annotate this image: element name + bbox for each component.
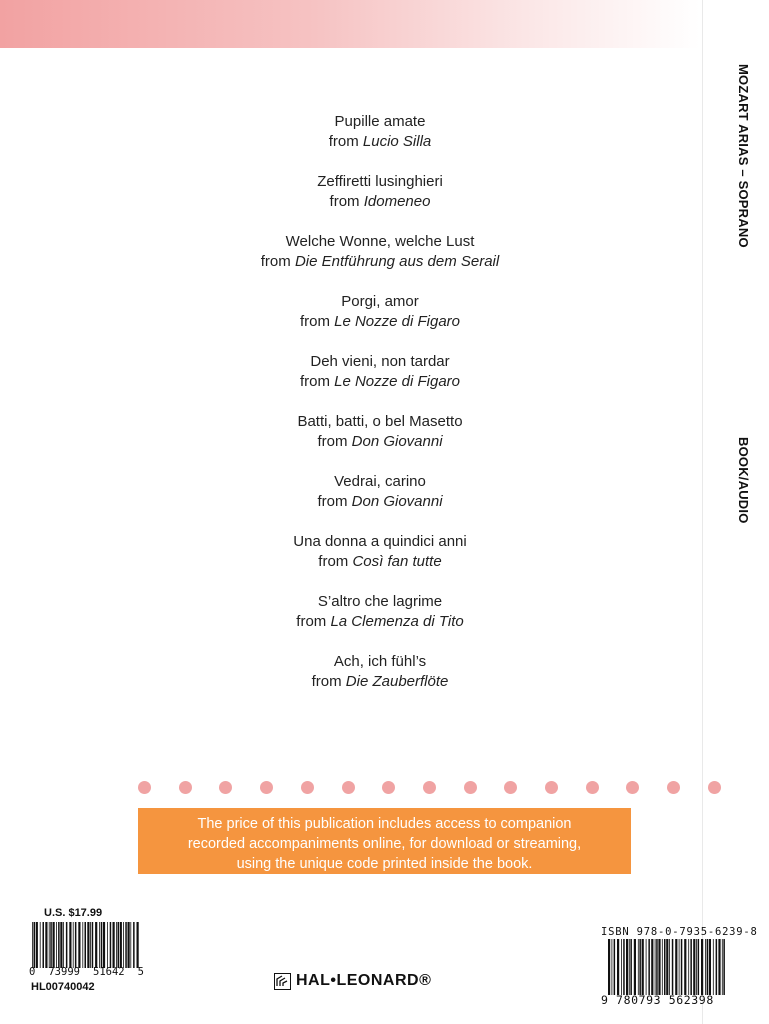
barcode-bar xyxy=(85,922,87,968)
barcode-bar xyxy=(123,922,124,968)
publisher-name: HAL•LEONARD® xyxy=(296,972,432,989)
from-word: from xyxy=(329,193,360,210)
pink-dot-icon xyxy=(667,781,680,794)
price-label: U.S. $17.99 xyxy=(44,907,103,919)
barcode-bar xyxy=(672,939,674,995)
notice-line: The price of this publication includes access to companion xyxy=(197,816,572,832)
opera-title: Lucio Silla xyxy=(362,133,432,150)
aria-item xyxy=(60,292,700,352)
opera-title: La Clemenza di Tito xyxy=(330,613,464,630)
barcode-bar xyxy=(58,922,60,968)
barcode-bar xyxy=(32,922,33,968)
barcode-bar xyxy=(614,939,616,995)
barcode-bar xyxy=(651,939,653,995)
barcode-bar xyxy=(722,939,723,995)
pink-dot-icon xyxy=(138,781,151,794)
barcode-bar xyxy=(82,922,83,968)
aria-item xyxy=(60,112,700,172)
aria-title: Batti, batti, o bel Masetto xyxy=(297,413,463,430)
pink-dot-icon xyxy=(626,781,639,794)
barcode-bar xyxy=(87,922,89,968)
pink-dot-icon xyxy=(342,781,355,794)
aria-title: Deh vieni, non tardar xyxy=(310,353,450,370)
barcode-bar xyxy=(626,939,628,995)
pink-dot-icon xyxy=(464,781,477,794)
aria-source xyxy=(60,132,700,152)
companion-audio-notice xyxy=(138,808,631,874)
barcode-bar xyxy=(43,922,45,968)
barcode-bar xyxy=(101,922,103,968)
barcode-bar xyxy=(621,939,622,995)
barcode-bar xyxy=(95,922,97,968)
aria-source xyxy=(60,552,700,572)
barcode-bar xyxy=(50,922,52,968)
from-word: from xyxy=(318,553,349,570)
barcode-bar xyxy=(630,939,632,995)
barcode-bar xyxy=(63,922,64,968)
aria-title: Zeffiretti lusinghieri xyxy=(317,173,443,190)
barcode-bar xyxy=(103,922,105,968)
aria-source xyxy=(60,432,700,452)
spine-title: MOZART ARIAS – SOPRANO xyxy=(736,64,751,248)
aria-title: Pupille amate xyxy=(334,113,426,130)
barcode-bar xyxy=(701,939,703,995)
barcode-bar xyxy=(130,922,131,968)
aria-source xyxy=(60,672,700,692)
barcode-bar xyxy=(137,922,139,968)
barcode-bar xyxy=(116,922,117,968)
aria-source xyxy=(60,312,700,332)
aria-source xyxy=(60,492,700,512)
barcode-bar xyxy=(646,939,647,995)
barcode-bar xyxy=(707,939,709,995)
pink-dot-icon xyxy=(260,781,273,794)
publisher-logo xyxy=(274,972,431,990)
ean-barcode xyxy=(608,939,726,995)
from-word: from xyxy=(311,673,342,690)
aria-item xyxy=(60,592,700,652)
barcode-bar xyxy=(113,922,115,968)
barcode-bar xyxy=(693,939,695,995)
barcode-bar xyxy=(56,922,57,968)
from-word: from xyxy=(299,373,330,390)
barcode-bar xyxy=(658,939,660,995)
barcode-bar xyxy=(75,922,77,968)
barcode-bar xyxy=(679,939,680,995)
aria-source xyxy=(60,192,700,212)
barcode-bar xyxy=(675,939,677,995)
from-word: from xyxy=(299,313,330,330)
opera-title: Le Nozze di Figaro xyxy=(334,373,461,390)
upc-digits xyxy=(29,966,144,978)
aria-list xyxy=(60,112,700,712)
barcode-bar xyxy=(623,939,625,995)
barcode-bar xyxy=(90,922,91,968)
barcode-bar xyxy=(634,939,636,995)
barcode-bar xyxy=(133,922,135,968)
barcode-bar xyxy=(723,939,725,995)
barcode-bar xyxy=(642,939,644,995)
barcode-bar xyxy=(696,939,697,995)
aria-title: S’altro che lagrime xyxy=(317,593,443,610)
from-word: from xyxy=(296,613,327,630)
pink-dot-icon xyxy=(504,781,517,794)
pink-dot-icon xyxy=(382,781,395,794)
opera-title: Idomeneo xyxy=(363,193,431,210)
opera-title: Don Giovanni xyxy=(351,433,443,450)
barcode-bar xyxy=(664,939,666,995)
barcode-bar xyxy=(662,939,663,995)
aria-source xyxy=(60,372,700,392)
header-color-band xyxy=(0,0,700,48)
from-word: from xyxy=(260,253,291,270)
pink-dot-icon xyxy=(219,781,232,794)
barcode-bar xyxy=(36,922,38,968)
barcode-bar xyxy=(125,922,127,968)
aria-item xyxy=(60,532,700,592)
barcode-bar xyxy=(648,939,650,995)
barcode-bar xyxy=(656,939,658,995)
aria-title: Ach, ich fühl’s xyxy=(333,653,427,670)
item-code: HL00740042 xyxy=(31,981,95,993)
decorative-dot-row xyxy=(138,781,758,797)
from-word: from xyxy=(317,493,348,510)
opera-title: Die Zauberflöte xyxy=(345,673,449,690)
barcode-bar xyxy=(73,922,74,968)
barcode-bar xyxy=(713,939,714,995)
barcode-bar xyxy=(110,922,112,968)
barcode-bar xyxy=(718,939,720,995)
aria-item xyxy=(60,472,700,532)
upc-digit-group: 73999 xyxy=(48,966,80,978)
barcode-bar xyxy=(40,922,41,968)
aria-item xyxy=(60,232,700,292)
pink-dot-icon xyxy=(545,781,558,794)
opera-title: Così fan tutte xyxy=(352,553,442,570)
pink-dot-icon xyxy=(179,781,192,794)
aria-item xyxy=(60,352,700,412)
aria-item xyxy=(60,412,700,472)
from-word: from xyxy=(317,433,348,450)
upc-digit-group: 5 xyxy=(137,966,144,978)
barcode-bar xyxy=(53,922,55,968)
hal-leonard-logo-icon xyxy=(274,973,291,990)
barcode-bar xyxy=(78,922,80,968)
barcode-bar xyxy=(666,939,668,995)
opera-title: Don Giovanni xyxy=(351,493,443,510)
aria-item xyxy=(60,172,700,232)
barcode-bar xyxy=(45,922,47,968)
aria-source xyxy=(60,252,700,272)
aria-item xyxy=(60,652,700,712)
barcode-bar xyxy=(128,922,130,968)
aria-title: Vedrai, carino xyxy=(334,473,426,490)
barcode-bar xyxy=(639,939,641,995)
isbn-label: ISBN 978-0-7935-6239-8 xyxy=(601,926,758,938)
barcode-bar xyxy=(688,939,689,995)
barcode-bar xyxy=(66,922,68,968)
barcode-bar xyxy=(705,939,706,995)
upc-digit-group: 51642 xyxy=(93,966,125,978)
barcode-bar xyxy=(608,939,610,995)
spine-format: BOOK/AUDIO xyxy=(736,437,751,524)
opera-title: Die Entführung aus dem Serail xyxy=(294,253,500,270)
barcode-bar xyxy=(690,939,692,995)
aria-title: Welche Wonne, welche Lust xyxy=(285,233,475,250)
barcode-bar xyxy=(612,939,613,995)
barcode-bar xyxy=(684,939,686,995)
barcode-bar xyxy=(698,939,700,995)
barcode-bar xyxy=(60,922,62,968)
notice-line: using the unique code printed inside the book. xyxy=(236,856,533,872)
barcode-bar xyxy=(118,922,120,968)
pink-dot-icon xyxy=(423,781,436,794)
barcode-bar xyxy=(716,939,718,995)
spine-divider xyxy=(702,0,703,1024)
opera-title: Le Nozze di Figaro xyxy=(334,313,461,330)
notice-line: recorded accompaniments online, for download or streaming, xyxy=(187,836,582,852)
barcode-bar xyxy=(69,922,71,968)
upc-barcode xyxy=(32,922,140,968)
aria-title: Porgi, amor xyxy=(341,293,419,310)
barcode-bar xyxy=(49,922,50,968)
barcode-bar xyxy=(638,939,639,995)
ean-digits: 9 780793 562398 xyxy=(601,993,714,1007)
aria-source xyxy=(60,612,700,632)
barcode-bar xyxy=(92,922,94,968)
barcode-bar xyxy=(655,939,656,995)
barcode-bar xyxy=(709,939,711,995)
barcode-bar xyxy=(107,922,108,968)
barcode-bar xyxy=(120,922,122,968)
barcode-bar xyxy=(629,939,630,995)
from-word: from xyxy=(328,133,359,150)
barcode-bar xyxy=(34,922,36,968)
pink-dot-icon xyxy=(708,781,721,794)
pink-dot-icon xyxy=(586,781,599,794)
aria-title: Una donna a quindici anni xyxy=(293,533,467,550)
barcode-bar xyxy=(681,939,683,995)
barcode-bar xyxy=(669,939,670,995)
upc-digit-group: 0 xyxy=(29,966,36,978)
pink-dot-icon xyxy=(301,781,314,794)
barcode-bar xyxy=(617,939,619,995)
barcode-bar xyxy=(99,922,100,968)
